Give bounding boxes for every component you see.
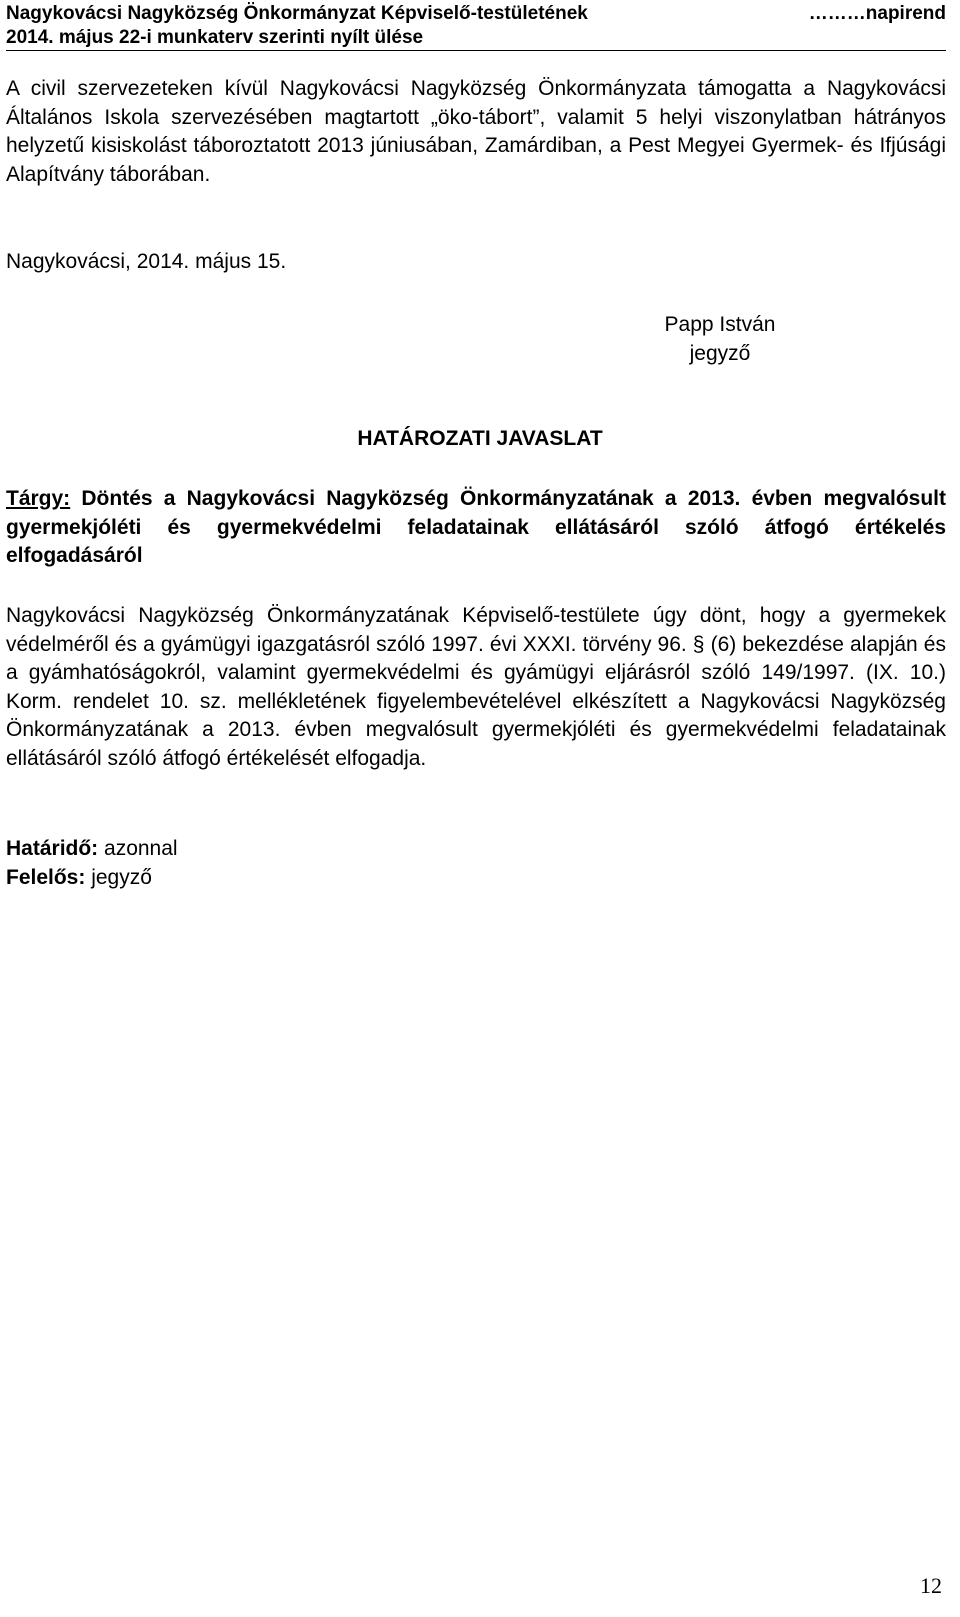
page-header bbox=[6, 2, 946, 50]
header-title: Nagykovácsi Nagyközség Önkormányzat Képviselő-testületének bbox=[6, 3, 588, 24]
responsible-line bbox=[6, 864, 152, 892]
page-number: 12 bbox=[920, 1573, 942, 1598]
signer-name: Papp István bbox=[664, 313, 776, 336]
subject-text: Döntés a Nagykovácsi Nagyközség Önkormányzatának a 2013. évben megvalósult gyermekjóléti és gyermekvédelmi feladatainak ellátásáról szóló átfogó értékelés elfogadásáról bbox=[6, 487, 946, 567]
resolution-paragraph: Nagykovácsi Nagyközség Önkormányzatának Képviselő-testülete úgy dönt, hogy a gyermekek védelméről és a gyámügyi igazgatásról szóló 1997. évi XXXI. törvény 96. § (6) bekezdése alapján és a gyámhatóságokról, valamint gyermekvédelmi és gyámügyi eljárásról szóló 149/1997. (IX. 10.) Korm. rendelet 10. sz. mellékletének figyelembevételével elkészített a Nagykovácsi Nagyközség Önkormányzatának a 2013. évben megvalósult gyermekjóléti és gyermekvédelmi feladatainak ellátásáról szóló átfogó értékelését elfogadja. bbox=[6, 604, 946, 770]
deadline-line bbox=[6, 835, 178, 863]
deadline-label: Határidő: bbox=[6, 837, 99, 860]
responsible-value: jegyző bbox=[85, 866, 152, 889]
deadline-value: azonnal bbox=[98, 837, 178, 860]
place-date: Nagykovácsi, 2014. május 15. bbox=[6, 250, 287, 273]
subject-label: Tárgy: bbox=[6, 487, 71, 510]
subject-paragraph bbox=[6, 485, 946, 571]
intro-paragraph: A civil szervezeteken kívül Nagykovácsi Nagyközség Önkormányzata támogatta a Nagykovácsi Általános Iskola szervezésében magtartott „öko-tábort”, valamit 5 helyi viszonylatban hátrányos helyzetű kisiskolást táboroztatott 2013 júniusában, Zamárdiban, a Pest Megyei Gyermek- és Ifjúsági Alapítvány táborában. bbox=[6, 77, 946, 186]
header-subtitle: 2014. május 22-i munkaterv szerinti nyílt ülése bbox=[6, 27, 424, 48]
resolution-heading: HATÁROZATI JAVASLAT bbox=[357, 427, 603, 450]
responsible-label: Felelős: bbox=[6, 866, 86, 889]
header-divider bbox=[6, 50, 946, 51]
header-agenda-item: ………napirend bbox=[808, 3, 946, 24]
signer-title: jegyző bbox=[689, 342, 751, 365]
